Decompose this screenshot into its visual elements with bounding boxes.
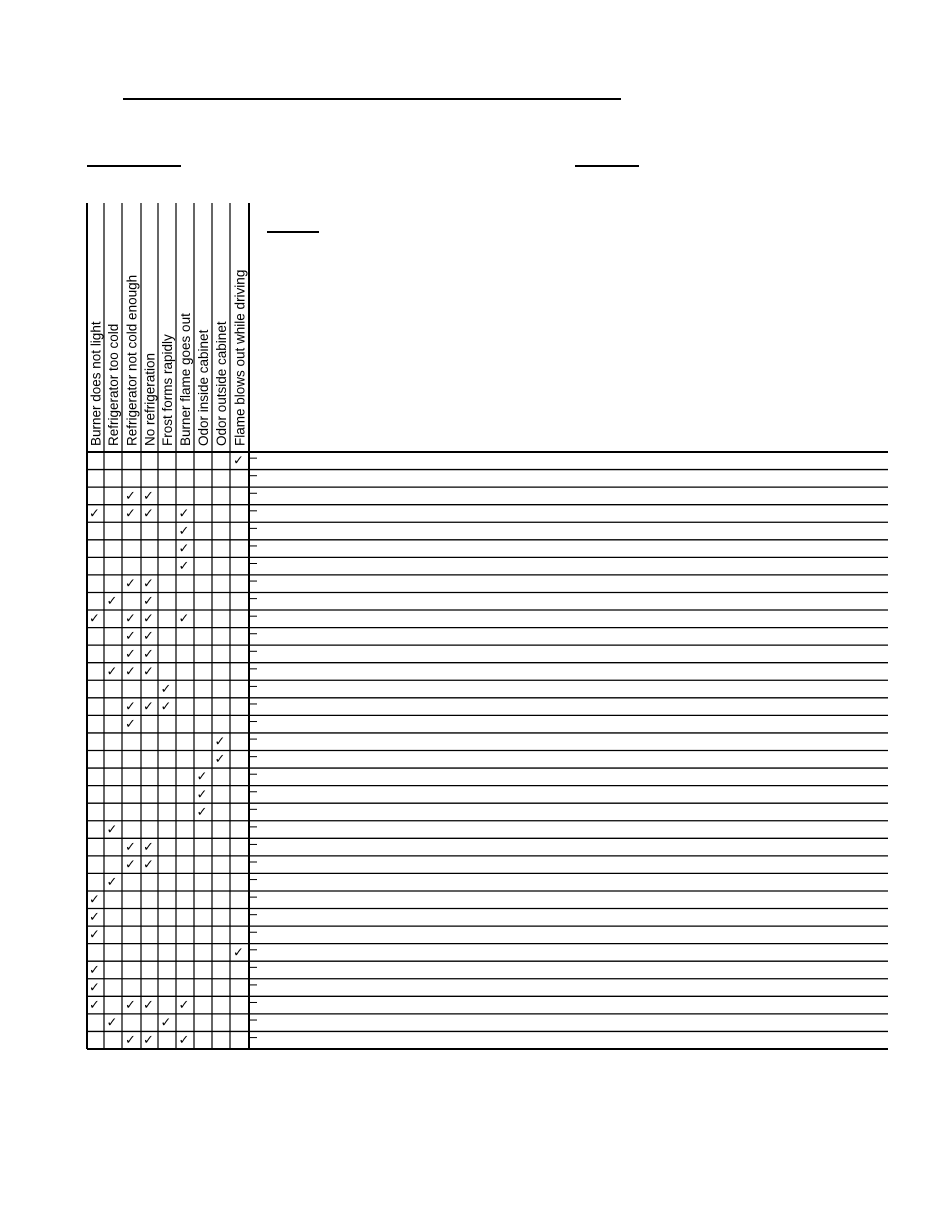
symptom-label: Odor outside cabinet bbox=[214, 321, 229, 446]
symptom-label: Frost forms rapidly bbox=[160, 334, 175, 446]
check-mark: ✓ bbox=[143, 699, 154, 715]
check-mark: ✓ bbox=[196, 769, 208, 785]
check-mark: ✓ bbox=[143, 506, 154, 522]
symptom-label: Refrigerator not cold enough bbox=[124, 274, 140, 446]
check-mark: ✓ bbox=[160, 1015, 172, 1031]
check-mark: ✓ bbox=[214, 734, 226, 750]
check-mark: ✓ bbox=[125, 857, 136, 873]
check-mark: ✓ bbox=[125, 664, 136, 680]
check-mark: ✓ bbox=[196, 804, 208, 820]
check-mark: ✓ bbox=[89, 910, 100, 926]
check-mark: ✓ bbox=[125, 576, 136, 592]
check-mark: ✓ bbox=[143, 664, 154, 680]
check-mark: ✓ bbox=[125, 699, 136, 715]
check-mark: ✓ bbox=[178, 506, 190, 522]
check-mark: ✓ bbox=[143, 839, 154, 855]
check-mark: ✓ bbox=[143, 488, 154, 504]
check-mark: ✓ bbox=[178, 558, 190, 574]
check-mark: ✓ bbox=[89, 927, 100, 943]
check-mark: ✓ bbox=[125, 611, 136, 627]
check-mark: ✓ bbox=[89, 892, 100, 908]
check-mark: ✓ bbox=[143, 1033, 154, 1049]
check-mark: ✓ bbox=[89, 997, 100, 1013]
check-mark: ✓ bbox=[178, 523, 190, 539]
check-mark: ✓ bbox=[143, 997, 154, 1013]
check-mark: ✓ bbox=[125, 1033, 136, 1049]
check-mark: ✓ bbox=[106, 822, 118, 838]
symptom-label: Burner does not light bbox=[88, 321, 104, 446]
check-mark: ✓ bbox=[106, 1015, 118, 1031]
symptom-label: Flame blows out while driving bbox=[232, 269, 248, 446]
check-mark: ✓ bbox=[143, 594, 154, 610]
check-mark: ✓ bbox=[125, 488, 136, 504]
check-mark: ✓ bbox=[143, 611, 154, 627]
symptom-label: Refrigerator too cold bbox=[106, 323, 121, 446]
check-mark: ✓ bbox=[125, 839, 136, 855]
check-mark: ✓ bbox=[233, 453, 244, 469]
symptom-label: Burner flame goes out bbox=[178, 313, 193, 446]
check-mark: ✓ bbox=[143, 857, 154, 873]
check-mark: ✓ bbox=[106, 594, 118, 610]
check-mark: ✓ bbox=[89, 962, 100, 978]
check-mark: ✓ bbox=[125, 646, 136, 662]
check-mark: ✓ bbox=[178, 541, 190, 557]
check-mark: ✓ bbox=[106, 875, 118, 891]
check-mark: ✓ bbox=[106, 664, 118, 680]
symptom-label: No refrigeration bbox=[142, 352, 158, 446]
check-mark: ✓ bbox=[160, 699, 172, 715]
check-mark: ✓ bbox=[196, 787, 208, 803]
symptom-label: Odor inside cabinet bbox=[196, 329, 211, 446]
check-mark: ✓ bbox=[214, 752, 226, 768]
check-mark: ✓ bbox=[143, 576, 154, 592]
check-mark: ✓ bbox=[89, 980, 100, 996]
check-mark: ✓ bbox=[89, 611, 100, 627]
check-mark: ✓ bbox=[160, 681, 172, 697]
check-mark: ✓ bbox=[125, 997, 136, 1013]
check-mark: ✓ bbox=[233, 945, 244, 961]
check-mark: ✓ bbox=[125, 629, 136, 645]
check-mark: ✓ bbox=[89, 506, 100, 522]
check-mark: ✓ bbox=[125, 506, 136, 522]
check-mark: ✓ bbox=[178, 611, 190, 627]
check-mark: ✓ bbox=[143, 629, 154, 645]
check-mark: ✓ bbox=[178, 997, 190, 1013]
check-mark: ✓ bbox=[178, 1033, 190, 1049]
check-mark: ✓ bbox=[143, 646, 154, 662]
check-mark: ✓ bbox=[125, 717, 136, 733]
